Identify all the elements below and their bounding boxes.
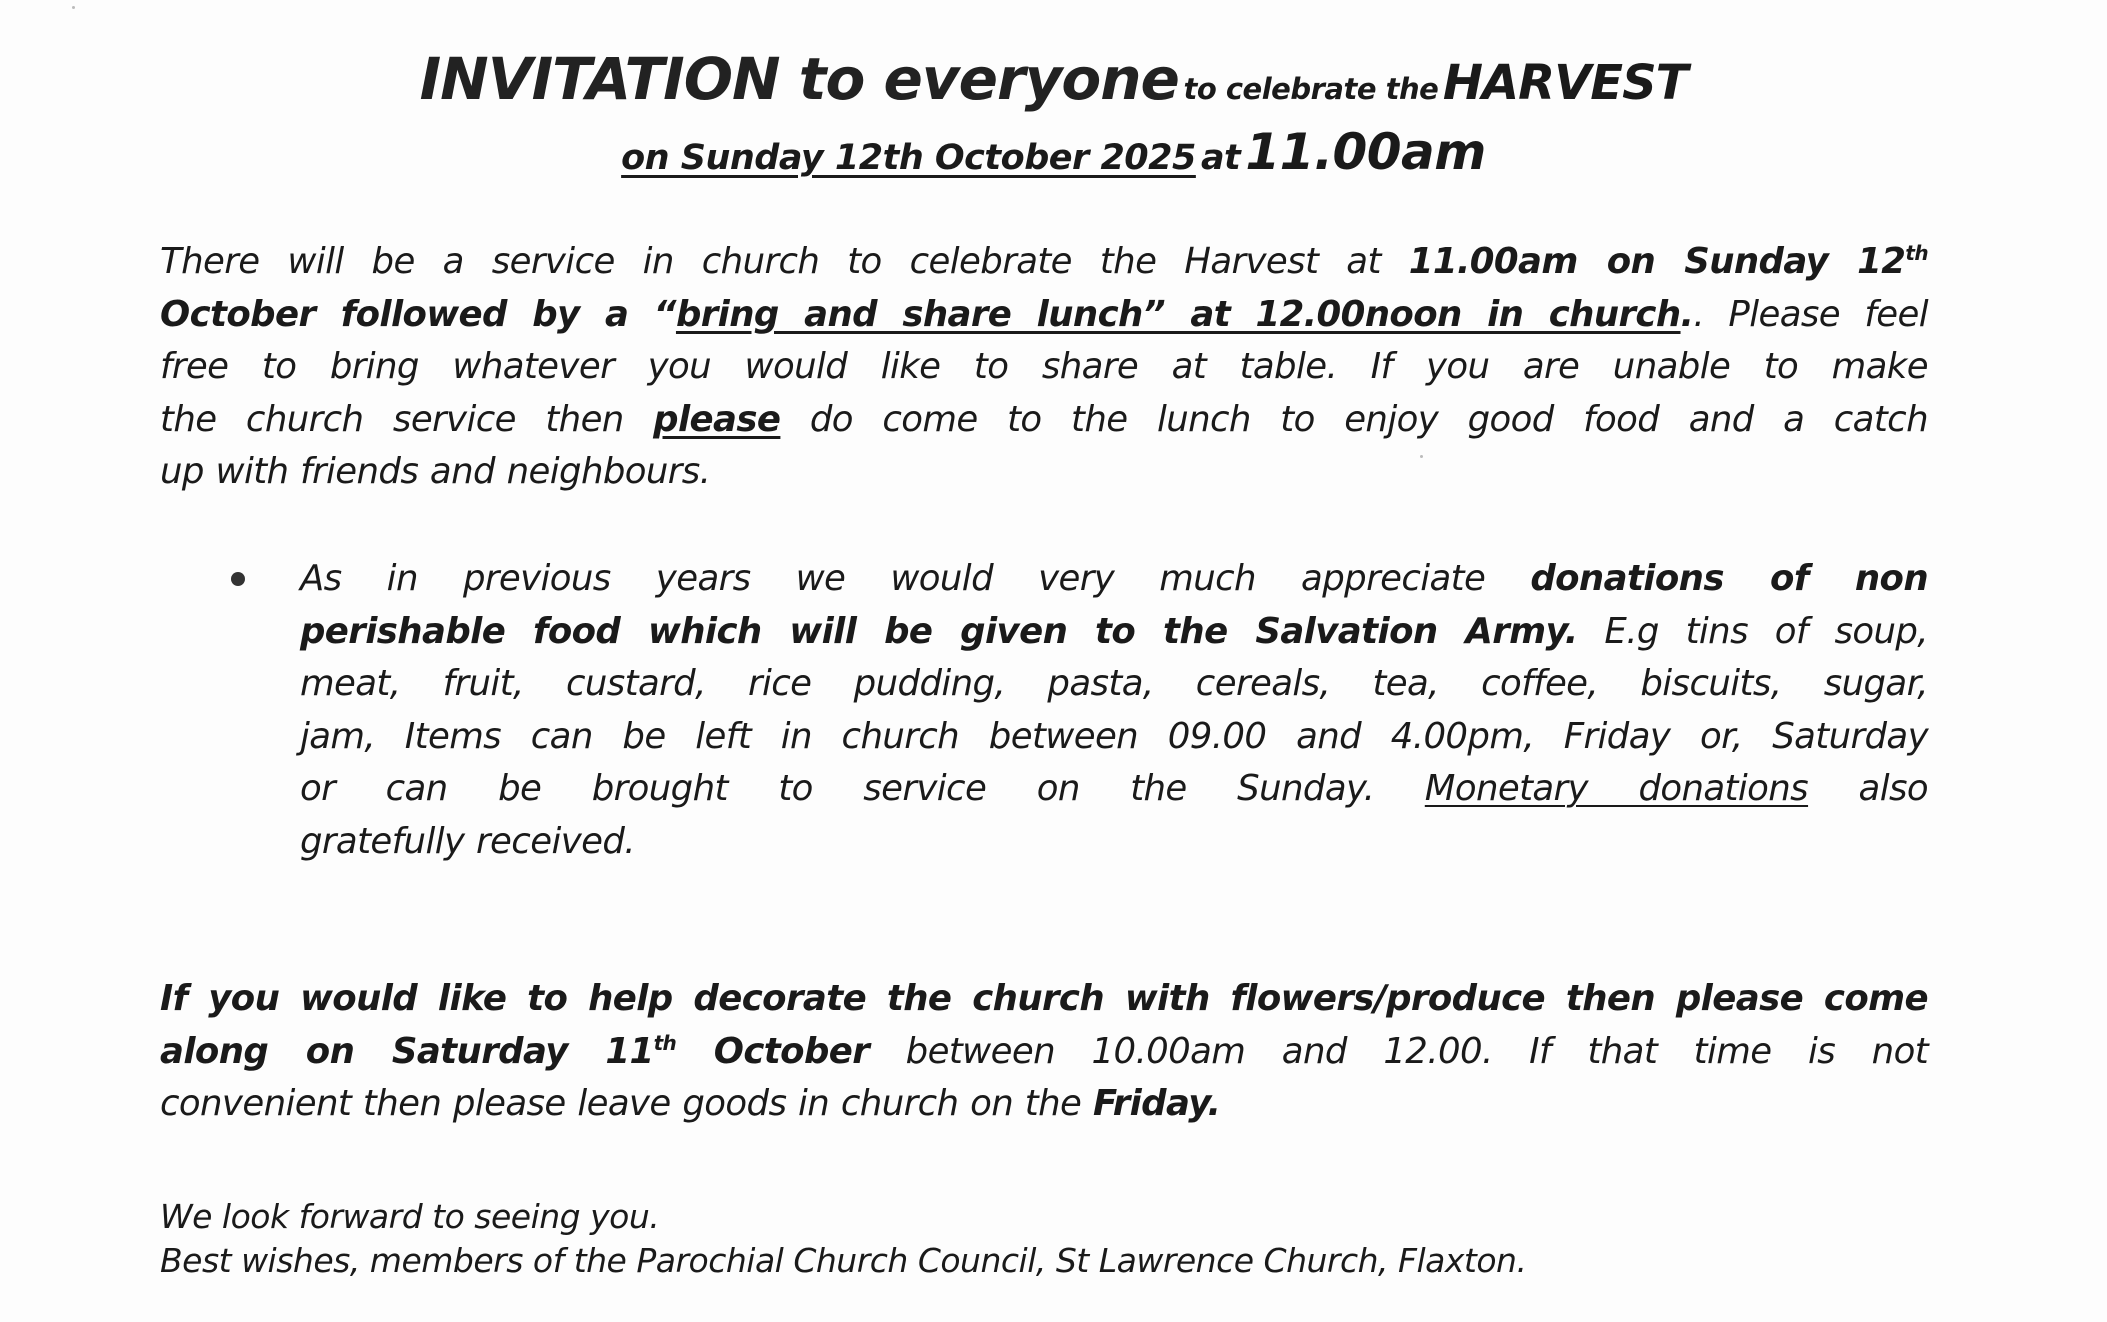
decorate-line-1 bbox=[160, 973, 1928, 1026]
signoff-line-1: We look forward to seeing you. bbox=[160, 1197, 660, 1236]
intro-paragraph bbox=[160, 236, 1928, 499]
bullet-line-6: gratefully received. bbox=[300, 820, 635, 862]
intro-line-2: October followed by a “bring and share lunch” at 12.00noon in church.. Please feel bbox=[160, 293, 1928, 335]
signoff-line-2: Best wishes, members of the Parochial Church Council, St Lawrence Church, Flaxton. bbox=[160, 1241, 1527, 1280]
text: convenient then please leave goods in church on the bbox=[160, 1083, 1093, 1124]
decorate-line-2 bbox=[160, 1026, 1928, 1079]
event-at: at bbox=[1200, 138, 1241, 178]
text: There will be a service in church to celebrate the Harvest at bbox=[160, 241, 1409, 282]
intro-line-4 bbox=[160, 394, 1928, 447]
text-bold: October bbox=[676, 1030, 870, 1072]
decorate-paragraph bbox=[160, 973, 1928, 1131]
text: do come to the lunch to enjoy good food and a catch bbox=[780, 398, 1928, 440]
text: or can be brought to service on the Sunday. bbox=[300, 768, 1425, 809]
signoff bbox=[160, 1195, 1526, 1283]
ordinal: th bbox=[653, 1030, 677, 1055]
intro-line-3: free to bring whatever you would like to share at table. If you are unable to make bbox=[160, 346, 1928, 387]
service-time: 11.00am on Sunday 12 bbox=[1408, 241, 1906, 282]
title-harvest: HARVEST bbox=[1442, 55, 1688, 111]
text-bold: donations of non bbox=[1530, 558, 1928, 599]
scan-speck bbox=[72, 6, 75, 9]
text: the church service then bbox=[160, 398, 654, 440]
donations-bullet bbox=[300, 553, 1928, 868]
bullet-icon bbox=[231, 572, 245, 586]
bullet-line-1 bbox=[300, 553, 1928, 606]
bullet-line-5 bbox=[300, 763, 1928, 816]
bullet-line-2 bbox=[300, 606, 1928, 659]
title-celebrate: to celebrate the bbox=[1183, 72, 1439, 106]
text-bold: If you would like to help decorate the church with flowers/produce then please come bbox=[160, 978, 1928, 1019]
intro-line-5: up with friends and neighbours. bbox=[160, 451, 711, 492]
decorate-line-3 bbox=[160, 1078, 1928, 1131]
please-emphasis: please bbox=[653, 398, 781, 440]
event-datetime bbox=[0, 124, 2107, 192]
text-bold: Friday. bbox=[1092, 1083, 1221, 1124]
event-date: on Sunday 12th October 2025 bbox=[621, 138, 1196, 178]
text: As in previous years we would very much appreciate bbox=[300, 558, 1531, 599]
monetary-donations: Monetary donations bbox=[1424, 768, 1809, 809]
bullet-line-4: jam, Items can be left in church between 09.00 and 4.00pm, Friday or, Saturday bbox=[300, 715, 1928, 757]
text-bold: October followed by a “ bbox=[160, 293, 676, 335]
text-bold: along on Saturday 11 bbox=[160, 1030, 654, 1072]
text: . Please feel bbox=[1693, 293, 1928, 335]
title-invitation: INVITATION to everyone bbox=[419, 45, 1179, 113]
lunch-highlight: bring and share lunch” at 12.00noon in church bbox=[675, 293, 1681, 335]
text: between 10.00am and 12.00. If that time is not bbox=[869, 1030, 1929, 1072]
event-time: 11.00am bbox=[1245, 123, 1486, 181]
intro-line-1 bbox=[160, 236, 1928, 289]
text: also bbox=[1808, 768, 1928, 809]
text: E.g tins of soup, bbox=[1577, 610, 1928, 652]
text-bold: perishable food which will be given to the Salvation Army. bbox=[300, 610, 1578, 652]
bullet-line-3: meat, fruit, custard, rice pudding, pasta, cereals, tea, coffee, biscuits, sugar, bbox=[300, 663, 1928, 704]
page-title bbox=[0, 44, 2107, 129]
ordinal: th bbox=[1905, 241, 1928, 266]
